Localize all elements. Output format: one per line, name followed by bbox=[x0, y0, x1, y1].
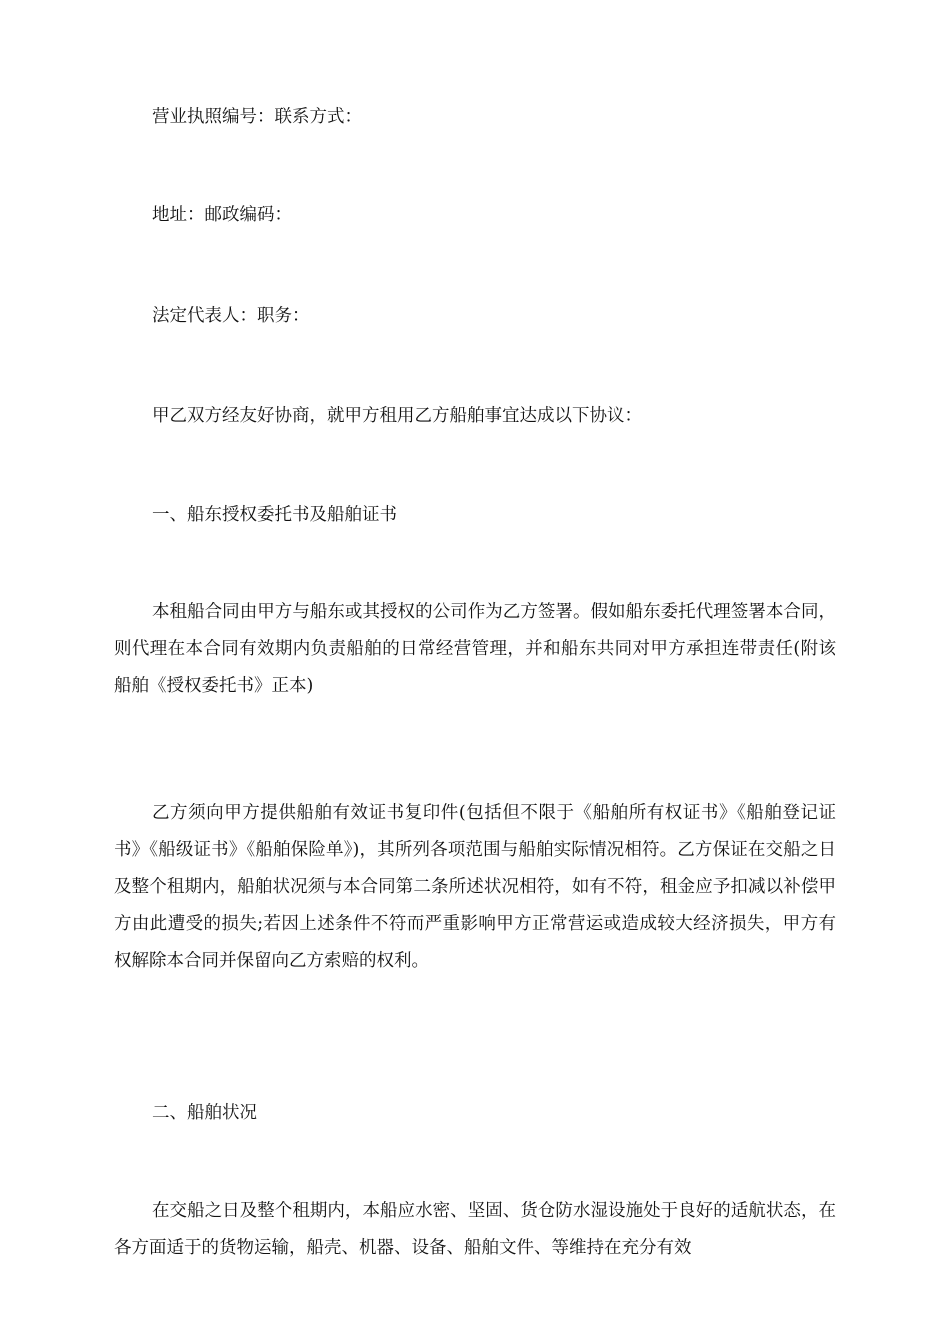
section-1-paragraph-2: 乙方须向甲方提供船舶有效证书复印件(包括但不限于《船舶所有权证书》《船舶登记证书》《船级证书》《船舶保险单》)，其所列各项范围与船舶实际情况相符。乙方保证在交船之日及整个租期内，船舶状况须与本合同第二条所述状况相符，如有不符，租金应予扣减以补偿甲方由此遭受的损失;若因上述条件不符而严重影响甲方正常营运或造成较大经济损失，甲方有权解除本合同并保留向乙方索赔的权利。 bbox=[114, 803, 836, 971]
section-1-paragraph-1: 本租船合同由甲方与船东或其授权的公司作为乙方签署。假如船东委托代理签署本合同，则代理在本合同有效期内负责船舶的日常经营管理，并和船东共同对甲方承担连带责任(附该船舶《授权委托书》正本) bbox=[114, 602, 836, 696]
address-postcode-line: 地址：邮政编码： bbox=[152, 205, 292, 225]
business-license-contact-line: 营业执照编号：联系方式： bbox=[152, 107, 362, 127]
section-2-paragraph-1: 在交船之日及整个租期内，本船应水密、坚固、货仓防水湿设施处于良好的适航状态，在各方面适于的货物运输，船壳、机器、设备、船舶文件、等维持在充分有效 bbox=[114, 1201, 836, 1258]
legal-rep-position-line: 法定代表人：职务： bbox=[152, 306, 310, 326]
section-1-heading: 一、船东授权委托书及船舶证书 bbox=[152, 505, 397, 525]
section-2-heading: 二、船舶状况 bbox=[152, 1103, 257, 1123]
agreement-intro-line: 甲乙双方经友好协商，就甲方租用乙方船舶事宜达成以下协议： bbox=[152, 406, 642, 426]
